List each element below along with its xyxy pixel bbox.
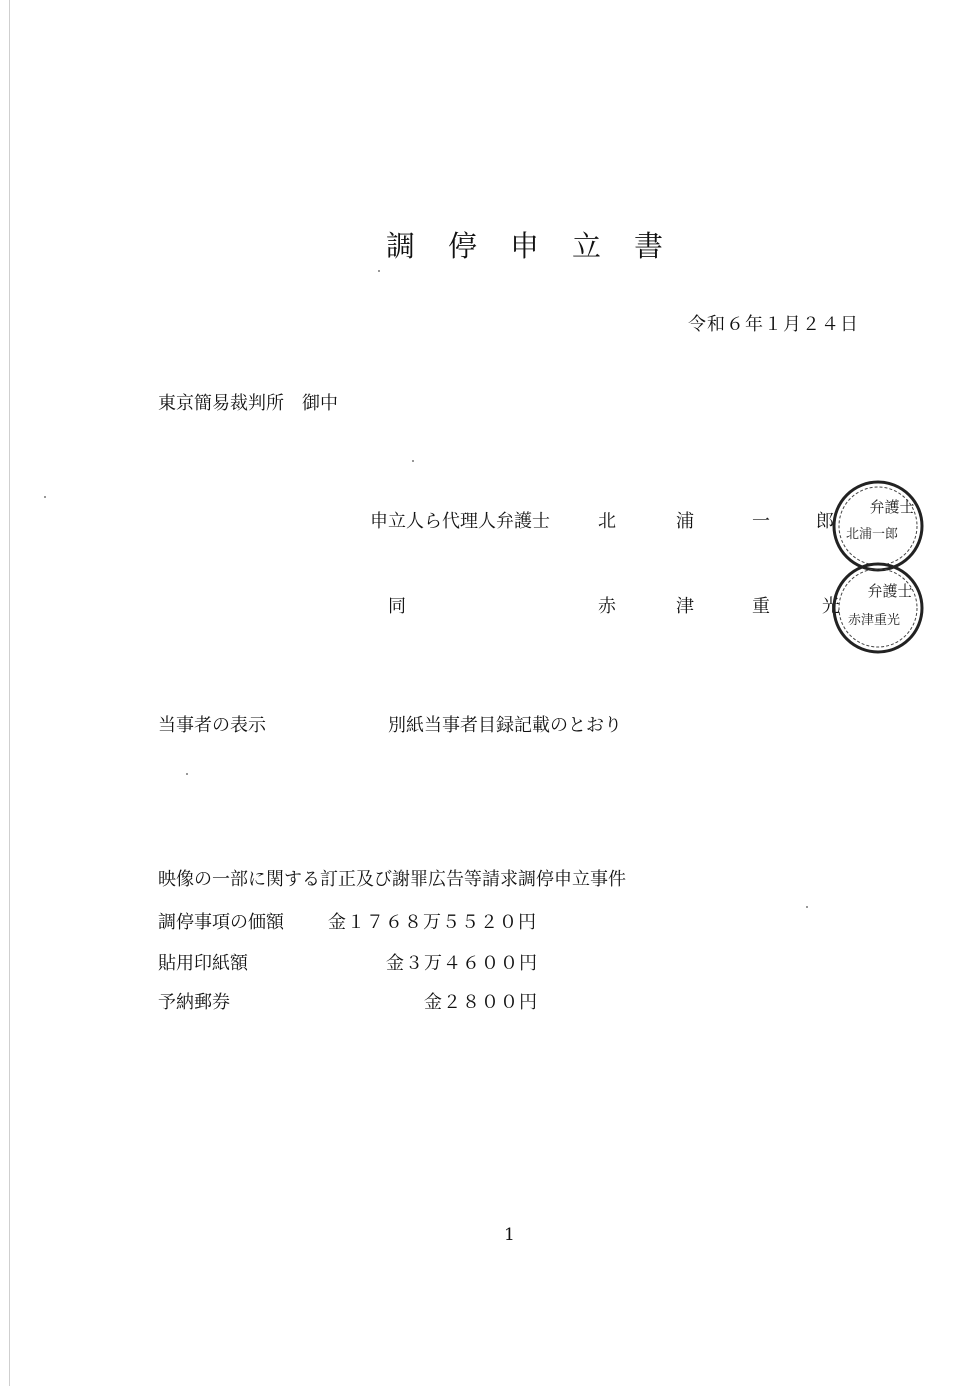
co-counsel-seal-stamp	[830, 560, 926, 656]
fee-label-stamp-fee: 貼用印紙額	[158, 953, 248, 974]
parties-label: 当事者の表示	[158, 715, 266, 736]
applicant-seal-text-2: 北浦一郎	[845, 527, 899, 542]
applicant-name-char-4: 郎	[816, 511, 834, 532]
fee-value-claim-value: 金１７６８万５５２０円	[328, 912, 537, 933]
co-counsel-name-char-2: 津	[676, 596, 694, 617]
scan-edge-line	[9, 0, 10, 1386]
co-counsel-name-char-4: 光	[822, 596, 840, 617]
applicant-counsel-role: 申立人ら代理人弁護士	[370, 511, 550, 532]
fee-label-postage: 予納郵券	[158, 992, 230, 1013]
applicant-name-char-3: 一	[752, 511, 770, 532]
fee-value-postage: 金２８００円	[424, 992, 538, 1013]
filing-date: 令和６年１月２４日	[688, 314, 859, 335]
page-number: 1	[504, 1225, 515, 1245]
co-counsel-role: 同	[388, 596, 406, 617]
scan-speck	[186, 773, 188, 775]
applicant-name-char-2: 浦	[676, 511, 694, 532]
fee-value-stamp-fee: 金３万４６００円	[386, 953, 538, 974]
addressee-court: 東京簡易裁判所 御中	[158, 393, 338, 414]
co-counsel-name-char-1: 赤	[598, 596, 616, 617]
fee-label-claim-value: 調停事項の価額	[158, 912, 284, 933]
document-title: 調停申立書	[386, 229, 697, 263]
scan-speck	[378, 270, 380, 272]
co-counsel-name-char-3: 重	[752, 596, 770, 617]
parties-value: 別紙当事者目録記載のとおり	[388, 715, 622, 736]
scan-speck	[412, 460, 414, 462]
co-counsel-seal-text-1: 弁護士	[867, 582, 913, 600]
co-counsel-seal-text-2: 赤津重光	[847, 613, 901, 628]
scan-speck	[806, 906, 808, 908]
applicant-name-char-1: 北	[598, 511, 616, 532]
applicant-seal-text-1: 弁護士	[869, 498, 915, 516]
case-name: 映像の一部に関する訂正及び謝罪広告等請求調停申立事件	[158, 869, 626, 890]
scan-speck	[44, 496, 46, 498]
